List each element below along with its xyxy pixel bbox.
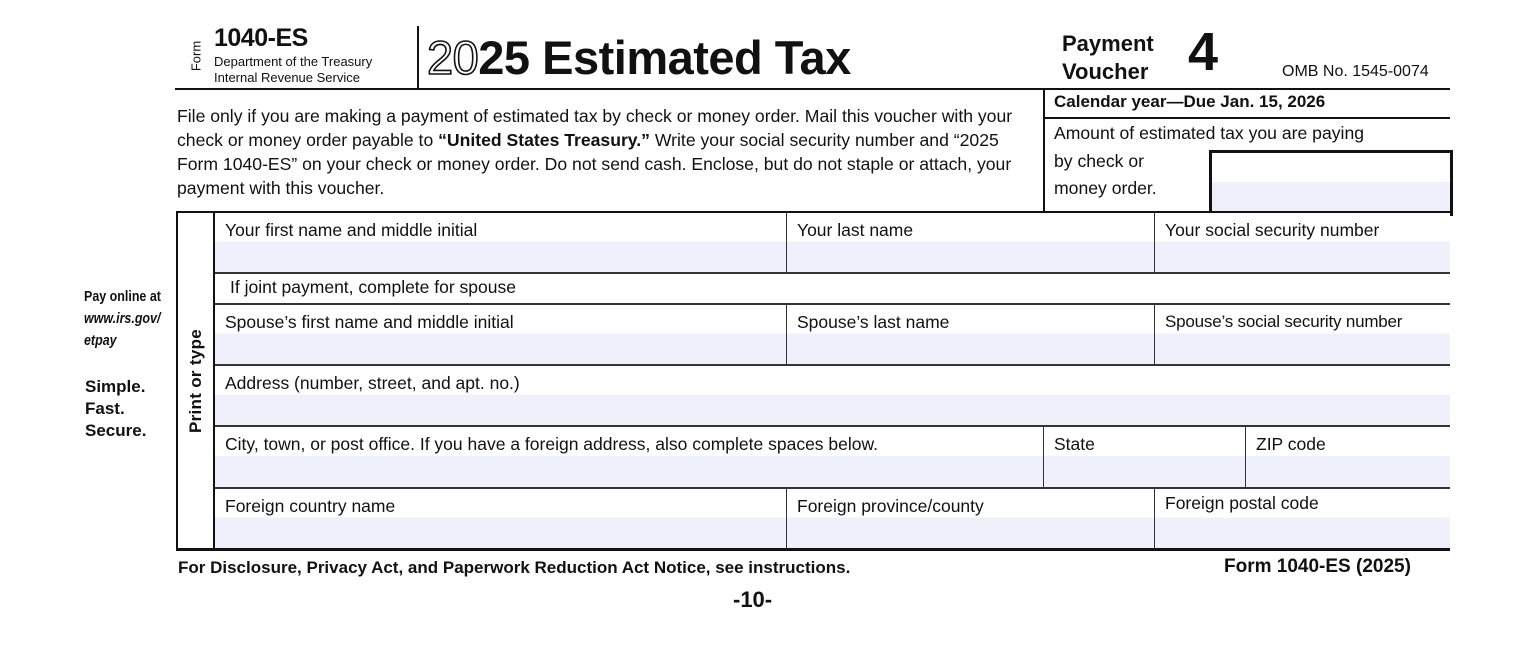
page-title bbox=[427, 30, 851, 86]
instructions-part2: Write your social security number and “2025 Form 1040-ES” on your check or money order. Do not send cash. Enclose, but do not staple or attach, your payment with this voucher. bbox=[177, 130, 1012, 198]
title-year-bold: 25 bbox=[478, 31, 530, 84]
irs-link[interactable] bbox=[84, 308, 161, 330]
calendar-rule bbox=[1043, 117, 1450, 119]
header-rule bbox=[175, 88, 1450, 90]
form-word-vertical bbox=[183, 30, 209, 82]
slogan-line3: Secure. bbox=[85, 421, 147, 440]
first-name-field[interactable] bbox=[215, 213, 786, 272]
foreign-postal-field[interactable] bbox=[1155, 489, 1450, 548]
department-name: Department of the Treasury bbox=[214, 54, 373, 69]
calendar-due-date: Calendar year—Due Jan. 15, 2026 bbox=[1054, 92, 1326, 111]
form-number: 1040-ES bbox=[214, 24, 308, 52]
last-name-label: Your last name bbox=[797, 220, 914, 240]
irs-link-line1[interactable]: www.irs.gov/ bbox=[84, 311, 161, 327]
print-or-type-label bbox=[178, 212, 214, 550]
irs-link-cont[interactable] bbox=[84, 330, 161, 352]
address-label: Address (number, street, and apt. no.) bbox=[225, 373, 520, 393]
amount-label-line1: Amount of estimated tax you are paying bbox=[1054, 123, 1365, 143]
city-field[interactable] bbox=[215, 427, 1043, 487]
amount-input[interactable] bbox=[1209, 150, 1453, 216]
last-name-field[interactable] bbox=[787, 213, 1154, 272]
ssn-field[interactable] bbox=[1155, 213, 1450, 272]
payee-name: “United States Treasury.” bbox=[438, 130, 650, 150]
spouse-last-name-label: Spouse’s last name bbox=[797, 312, 950, 332]
grid-bottom-rule bbox=[176, 548, 1450, 551]
voucher-label bbox=[1062, 30, 1154, 86]
pay-online-note bbox=[84, 286, 161, 352]
payment-box-left-border bbox=[1043, 88, 1045, 212]
foreign-country-field[interactable] bbox=[215, 489, 786, 548]
print-or-type-text: Print or type bbox=[186, 328, 205, 434]
irs-link-line2[interactable]: etpay bbox=[84, 333, 117, 349]
slogan-line1: Simple. bbox=[85, 377, 146, 396]
joint-payment-note bbox=[215, 274, 1450, 303]
joint-payment-text: If joint payment, complete for spouse bbox=[230, 277, 516, 297]
omb-number: OMB No. 1545-0074 bbox=[1282, 63, 1429, 80]
first-name-label: Your first name and middle initial bbox=[225, 220, 478, 240]
voucher-number: 4 bbox=[1188, 22, 1219, 82]
title-year-outline: 20 bbox=[427, 31, 479, 84]
foreign-province-field[interactable] bbox=[787, 489, 1154, 548]
header-divider bbox=[417, 26, 419, 90]
agency-name: Internal Revenue Service bbox=[214, 70, 360, 85]
zip-field[interactable] bbox=[1246, 427, 1450, 487]
slogan-line2: Fast. bbox=[85, 399, 125, 418]
instructions-text bbox=[177, 104, 1037, 200]
pay-online-line1: Pay online at bbox=[84, 289, 161, 305]
address-field[interactable] bbox=[215, 366, 1450, 425]
disclosure-notice: For Disclosure, Privacy Act, and Paperwork Reduction Act Notice, see instructions. bbox=[178, 558, 851, 577]
slogan bbox=[85, 376, 146, 442]
ssn-label: Your social security number bbox=[1165, 220, 1380, 240]
voucher-label-line2: Voucher bbox=[1062, 59, 1149, 84]
foreign-country-label: Foreign country name bbox=[225, 496, 396, 516]
spouse-last-name-field[interactable] bbox=[787, 305, 1154, 364]
page-number: -10- bbox=[733, 587, 773, 612]
spouse-ssn-field[interactable] bbox=[1155, 305, 1450, 364]
form-identifier: Form 1040-ES (2025) bbox=[1224, 556, 1411, 577]
voucher-label-line1: Payment bbox=[1062, 31, 1154, 56]
foreign-postal-label: Foreign postal code bbox=[1165, 493, 1319, 513]
state-label: State bbox=[1054, 434, 1095, 454]
amount-label-line2: by check or bbox=[1054, 150, 1144, 171]
foreign-province-label: Foreign province/county bbox=[797, 496, 984, 516]
agency-block bbox=[214, 54, 372, 86]
city-label: City, town, or post office. If you have a foreign address, also complete spaces below. bbox=[225, 434, 879, 454]
spouse-ssn-label: Spouse’s social security number bbox=[1165, 312, 1403, 331]
form-word-label: Form bbox=[188, 40, 204, 72]
instructions-part1: File only if you are making a payment of estimated tax by check or money order. Mail this voucher with your check or money order payable to bbox=[177, 106, 1013, 150]
spouse-first-name-label: Spouse’s first name and middle initial bbox=[225, 312, 514, 332]
zip-label: ZIP code bbox=[1256, 434, 1326, 454]
state-field[interactable] bbox=[1044, 427, 1245, 487]
spouse-first-name-field[interactable] bbox=[215, 305, 786, 364]
amount-label-line3: money order. bbox=[1054, 178, 1157, 198]
title-text: Estimated Tax bbox=[542, 31, 851, 84]
